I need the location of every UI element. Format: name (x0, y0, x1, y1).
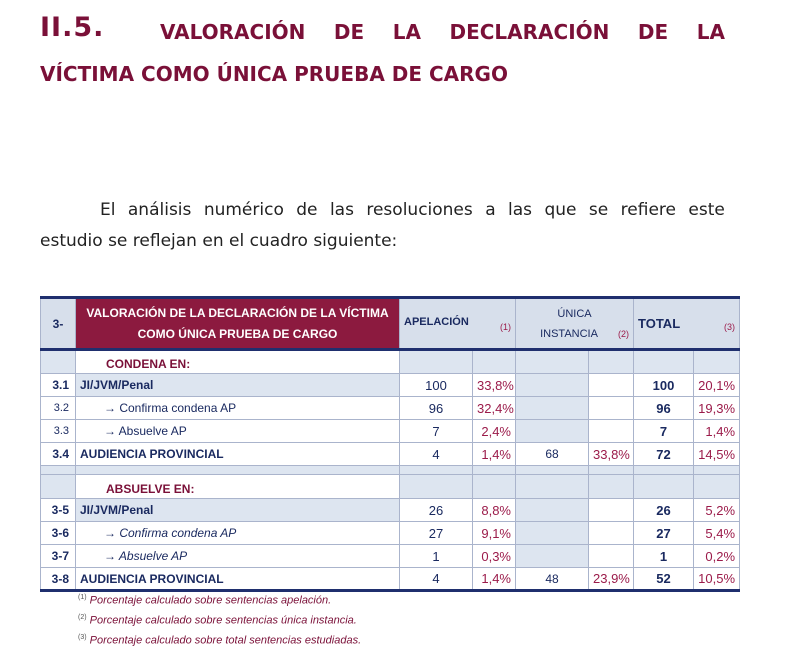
para-word: se (588, 200, 609, 220)
footnote (78, 594, 331, 607)
title-word: LA (696, 20, 725, 44)
unica-pct: 33,8% (589, 443, 634, 466)
unica-pct (589, 499, 634, 522)
header-title (76, 298, 400, 350)
header-unica-line1: ÚNICA (557, 307, 592, 320)
row-label: AUDIENCIA PROVINCIAL (76, 568, 400, 591)
unica-pct (589, 545, 634, 568)
apelacion-pct: 33,8% (473, 374, 516, 397)
unica-value (516, 545, 589, 568)
footnote (78, 614, 357, 627)
header-apelacion (400, 298, 516, 350)
para-word: refiere (620, 200, 676, 220)
row-number: 3.4 (41, 443, 76, 466)
row-number: 3-8 (41, 568, 76, 591)
row-label: → Confirma condena AP (76, 522, 400, 545)
apelacion-value: 100 (400, 374, 473, 397)
row-number: 3.1 (41, 374, 76, 397)
footnote-text: Porcentaje calculado sobre total sentencias estudiadas. (89, 634, 362, 647)
para-word: de (296, 200, 318, 220)
unica-value (516, 420, 589, 443)
header-total (634, 298, 740, 350)
row-label: → Confirma condena AP (76, 397, 400, 420)
table-row (41, 374, 740, 397)
row-label: JI/JVM/Penal (76, 374, 400, 397)
unica-pct: 23,9% (589, 568, 634, 591)
total-value: 1 (634, 545, 694, 568)
apelacion-pct: 1,4% (473, 443, 516, 466)
row-label: → Absuelve AP (76, 545, 400, 568)
total-pct: 20,1% (694, 374, 740, 397)
footnote (78, 634, 361, 647)
footnote-mark: (2) (78, 614, 87, 621)
row-number: 3.2 (41, 397, 76, 420)
footnote-text: Porcentaje calculado sobre sentencias apelación. (89, 594, 332, 607)
title-word: DECLARACIÓN (449, 20, 610, 44)
table-row (41, 499, 740, 522)
total-value: 96 (634, 397, 694, 420)
row-label: → Absuelve AP (76, 420, 400, 443)
para-word: a (485, 200, 496, 220)
apelacion-pct: 32,4% (473, 397, 516, 420)
row-number: 3-6 (41, 522, 76, 545)
table-row (41, 522, 740, 545)
table-row (41, 443, 740, 466)
apelacion-pct: 8,8% (473, 499, 516, 522)
header-title-line2: COMO ÚNICA PRUEBA DE CARGO (137, 326, 338, 341)
header-total-label: TOTAL (638, 315, 681, 331)
footnote-text: Porcentaje calculado sobre sentencias única instancia. (89, 614, 357, 627)
apelacion-pct: 2,4% (473, 420, 516, 443)
total-value: 26 (634, 499, 694, 522)
unica-pct (589, 397, 634, 420)
header-title-line1: VALORACIÓN DE LA DECLARACIÓN DE LA VÍCTIMA (86, 305, 389, 320)
table-row (41, 545, 740, 568)
table-row (41, 568, 740, 591)
section-condena-label: CONDENA EN: (76, 350, 400, 374)
section-title-line2: VÍCTIMA COMO ÚNICA PRUEBA DE CARGO (40, 62, 508, 86)
total-pct: 19,3% (694, 397, 740, 420)
row-label: JI/JVM/Penal (76, 499, 400, 522)
header-apelacion-label: APELACIÓN (404, 315, 469, 328)
data-table (40, 296, 740, 592)
para-word: numérico (203, 200, 284, 220)
apelacion-value: 26 (400, 499, 473, 522)
apelacion-value: 4 (400, 443, 473, 466)
total-pct: 0,2% (694, 545, 740, 568)
row-number: 3-5 (41, 499, 76, 522)
header-number: 3- (41, 298, 76, 350)
section-condena-row (41, 350, 740, 374)
section-absuelve-row (41, 475, 740, 499)
title-word: DE (333, 20, 365, 44)
unica-value: 68 (516, 443, 589, 466)
title-word: DE (637, 20, 669, 44)
row-label: AUDIENCIA PROVINCIAL (76, 443, 400, 466)
table-header-row (41, 298, 740, 350)
intro-paragraph-line2: estudio se reflejan en el cuadro siguiente: (40, 231, 398, 251)
header-unica-note: (2) (618, 328, 630, 339)
unica-pct (589, 420, 634, 443)
header-unica (516, 298, 634, 350)
row-number: 3-7 (41, 545, 76, 568)
apelacion-value: 1 (400, 545, 473, 568)
section-title-line1 (160, 20, 725, 44)
total-value: 7 (634, 420, 694, 443)
apelacion-value: 7 (400, 420, 473, 443)
footnote-mark: (3) (78, 634, 87, 641)
para-word: que (544, 200, 577, 220)
unica-value (516, 499, 589, 522)
title-word: LA (392, 20, 421, 44)
unica-value (516, 522, 589, 545)
total-pct: 5,2% (694, 499, 740, 522)
total-pct: 5,4% (694, 522, 740, 545)
header-apelacion-note: (1) (500, 321, 511, 332)
unica-value (516, 374, 589, 397)
apelacion-value: 27 (400, 522, 473, 545)
para-word: las (508, 200, 533, 220)
para-word: resoluciones (366, 200, 473, 220)
intro-paragraph-line1 (100, 200, 725, 220)
section-number: II.5. (40, 12, 105, 43)
table-row (41, 397, 740, 420)
para-word: El (100, 200, 116, 220)
footnote-mark: (1) (78, 594, 87, 601)
total-value: 100 (634, 374, 694, 397)
unica-pct (589, 374, 634, 397)
section-absuelve-label: ABSUELVE EN: (76, 475, 400, 499)
total-pct: 1,4% (694, 420, 740, 443)
total-pct: 14,5% (694, 443, 740, 466)
para-word: este (688, 200, 725, 220)
spacer-row (41, 466, 740, 475)
apelacion-value: 4 (400, 568, 473, 591)
apelacion-pct: 1,4% (473, 568, 516, 591)
apelacion-value: 96 (400, 397, 473, 420)
total-value: 27 (634, 522, 694, 545)
header-unica-line2: INSTANCIA (540, 327, 598, 340)
unica-value: 48 (516, 568, 589, 591)
para-word: análisis (127, 200, 192, 220)
unica-pct (589, 522, 634, 545)
total-value: 72 (634, 443, 694, 466)
apelacion-pct: 9,1% (473, 522, 516, 545)
total-value: 52 (634, 568, 694, 591)
header-total-note: (3) (724, 321, 736, 332)
total-pct: 10,5% (694, 568, 740, 591)
para-word: las (329, 200, 354, 220)
table-row (41, 420, 740, 443)
unica-value (516, 397, 589, 420)
apelacion-pct: 0,3% (473, 545, 516, 568)
row-number: 3.3 (41, 420, 76, 443)
title-word: VALORACIÓN (160, 20, 306, 44)
